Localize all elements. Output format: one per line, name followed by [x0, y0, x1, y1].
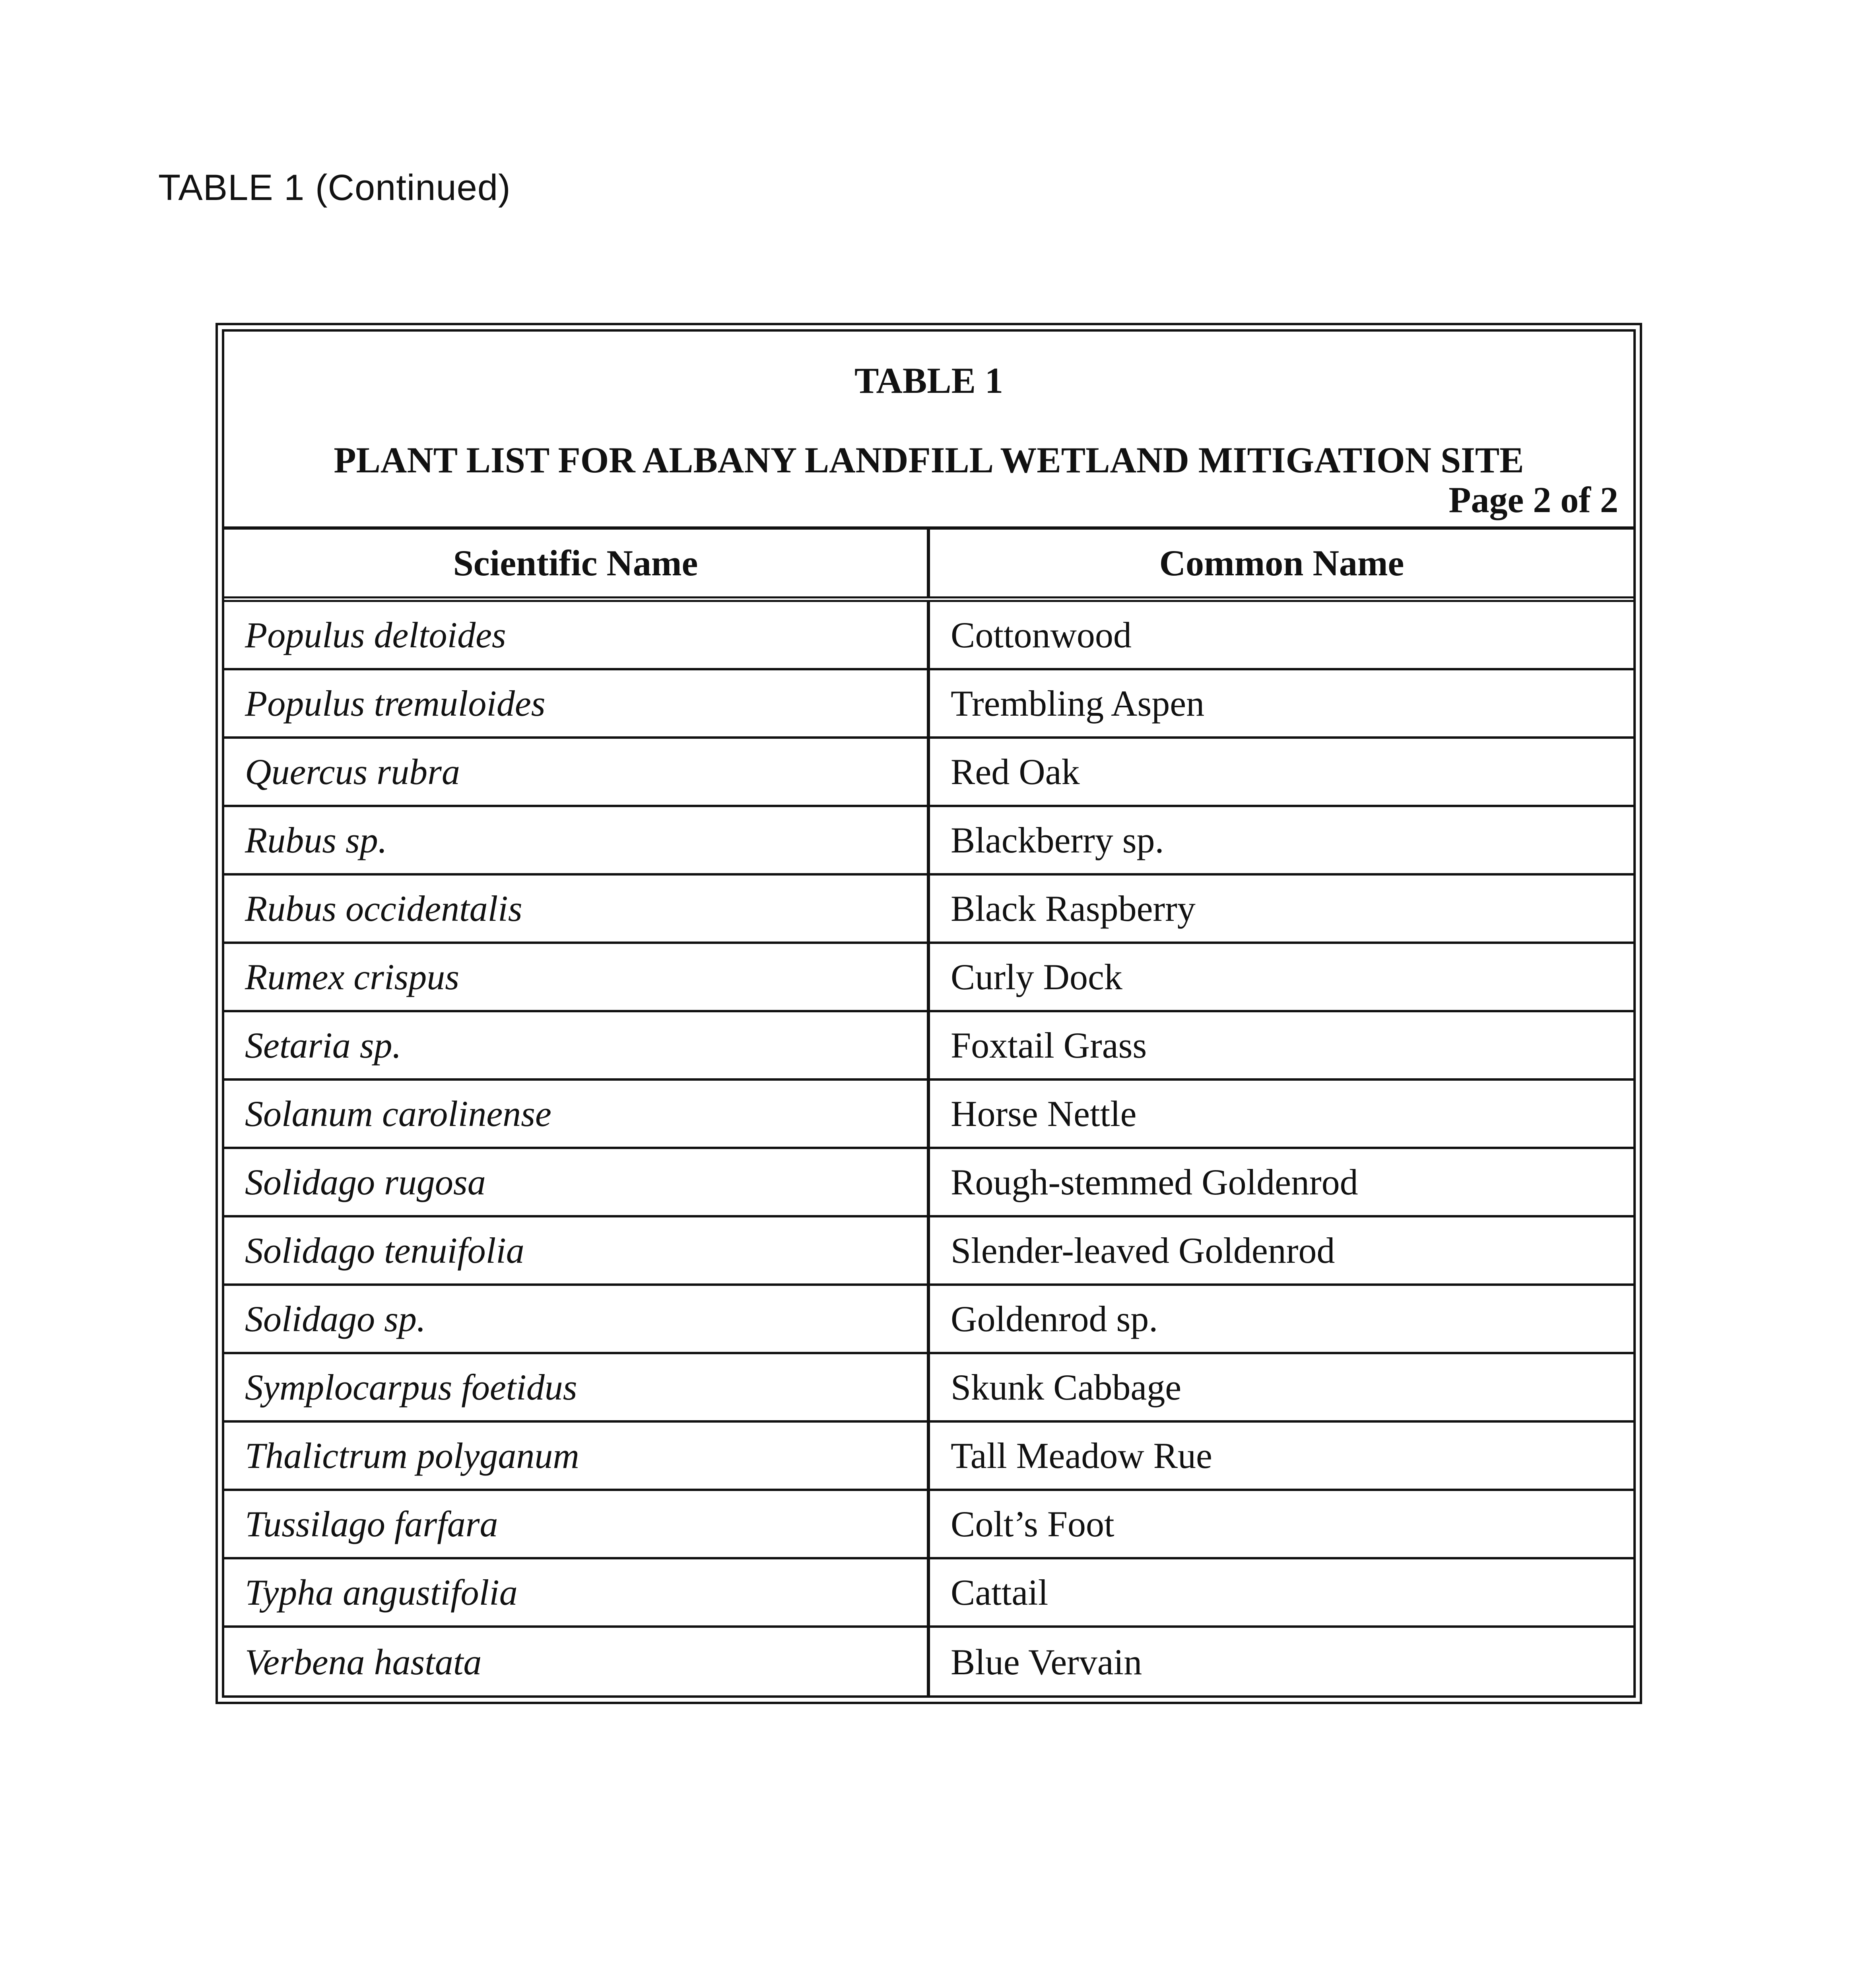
table-row [224, 1012, 1633, 1081]
scientific-name-cell: Populus tremuloides [224, 670, 930, 736]
table-number: TABLE 1 [854, 360, 1004, 401]
common-name-cell: Trembling Aspen [951, 683, 1205, 724]
table-row [224, 1286, 1633, 1354]
table-row [224, 602, 1633, 670]
common-name-cell: Red Oak [951, 751, 1080, 792]
common-name-cell: Skunk Cabbage [951, 1367, 1182, 1408]
table-row [224, 944, 1633, 1012]
common-name-cell: Horse Nettle [951, 1093, 1137, 1134]
table-body [224, 602, 1633, 1696]
table-row [224, 1559, 1633, 1628]
common-name-cell: Foxtail Grass [951, 1025, 1147, 1066]
table-row [224, 1423, 1633, 1491]
common-name-cell: Rough-stemmed Goldenrod [951, 1162, 1358, 1202]
common-name-cell: Slender-leaved Goldenrod [951, 1230, 1335, 1271]
scientific-name-cell: Setaria sp. [224, 1012, 930, 1078]
common-name-cell: Blue Vervain [951, 1642, 1142, 1682]
common-name-cell: Tall Meadow Rue [951, 1435, 1212, 1476]
scientific-name-cell: Solidago sp. [224, 1286, 930, 1352]
table-row [224, 739, 1633, 807]
scientific-name-cell: Solidago tenuifolia [224, 1217, 930, 1283]
scientific-name-cell: Solanum carolinense [224, 1081, 930, 1147]
scientific-name-cell: Typha angustifolia [224, 1559, 930, 1625]
common-name-cell: Black Raspberry [951, 888, 1196, 929]
table-row [224, 670, 1633, 739]
scientific-name-cell: Verbena hastata [224, 1628, 930, 1696]
table-row [224, 1081, 1633, 1149]
table-row [224, 1149, 1633, 1217]
table-row [224, 1217, 1633, 1286]
table-inner-frame [222, 329, 1636, 1698]
scientific-name-cell: Solidago rugosa [224, 1149, 930, 1215]
table-row [224, 876, 1633, 944]
page-indicator: Page 2 of 2 [1448, 480, 1618, 520]
common-name-cell: Cottonwood [951, 615, 1132, 655]
common-name-cell: Colt’s Foot [951, 1504, 1115, 1544]
scientific-name-cell: Tussilago farfara [224, 1491, 930, 1557]
table-title: PLANT LIST FOR ALBANY LANDFILL WETLAND MITIGATION SITE [334, 440, 1524, 480]
common-name-cell: Cattail [951, 1572, 1048, 1613]
column-header-common: Common Name [1159, 543, 1404, 583]
scientific-name-cell: Rumex crispus [224, 944, 930, 1010]
table-title-block [224, 332, 1633, 530]
scientific-name-cell: Thalictrum polyganum [224, 1423, 930, 1489]
scientific-name-cell: Quercus rubra [224, 739, 930, 805]
scientific-name-cell: Populus deltoides [224, 602, 930, 668]
common-name-cell: Goldenrod sp. [951, 1299, 1158, 1339]
table-row [224, 1628, 1633, 1696]
column-header-scientific: Scientific Name [224, 530, 930, 596]
scientific-name-cell: Rubus occidentalis [224, 876, 930, 942]
column-header-row [224, 530, 1633, 602]
plant-list-table [216, 323, 1642, 1704]
common-name-cell: Blackberry sp. [951, 820, 1164, 860]
scientific-name-cell: Rubus sp. [224, 807, 930, 873]
common-name-cell: Curly Dock [951, 957, 1122, 997]
page-header: TABLE 1 (Continued) [158, 167, 511, 208]
table-row [224, 1354, 1633, 1423]
scientific-name-cell: Symplocarpus foetidus [224, 1354, 930, 1420]
table-row [224, 1491, 1633, 1559]
table-row [224, 807, 1633, 876]
